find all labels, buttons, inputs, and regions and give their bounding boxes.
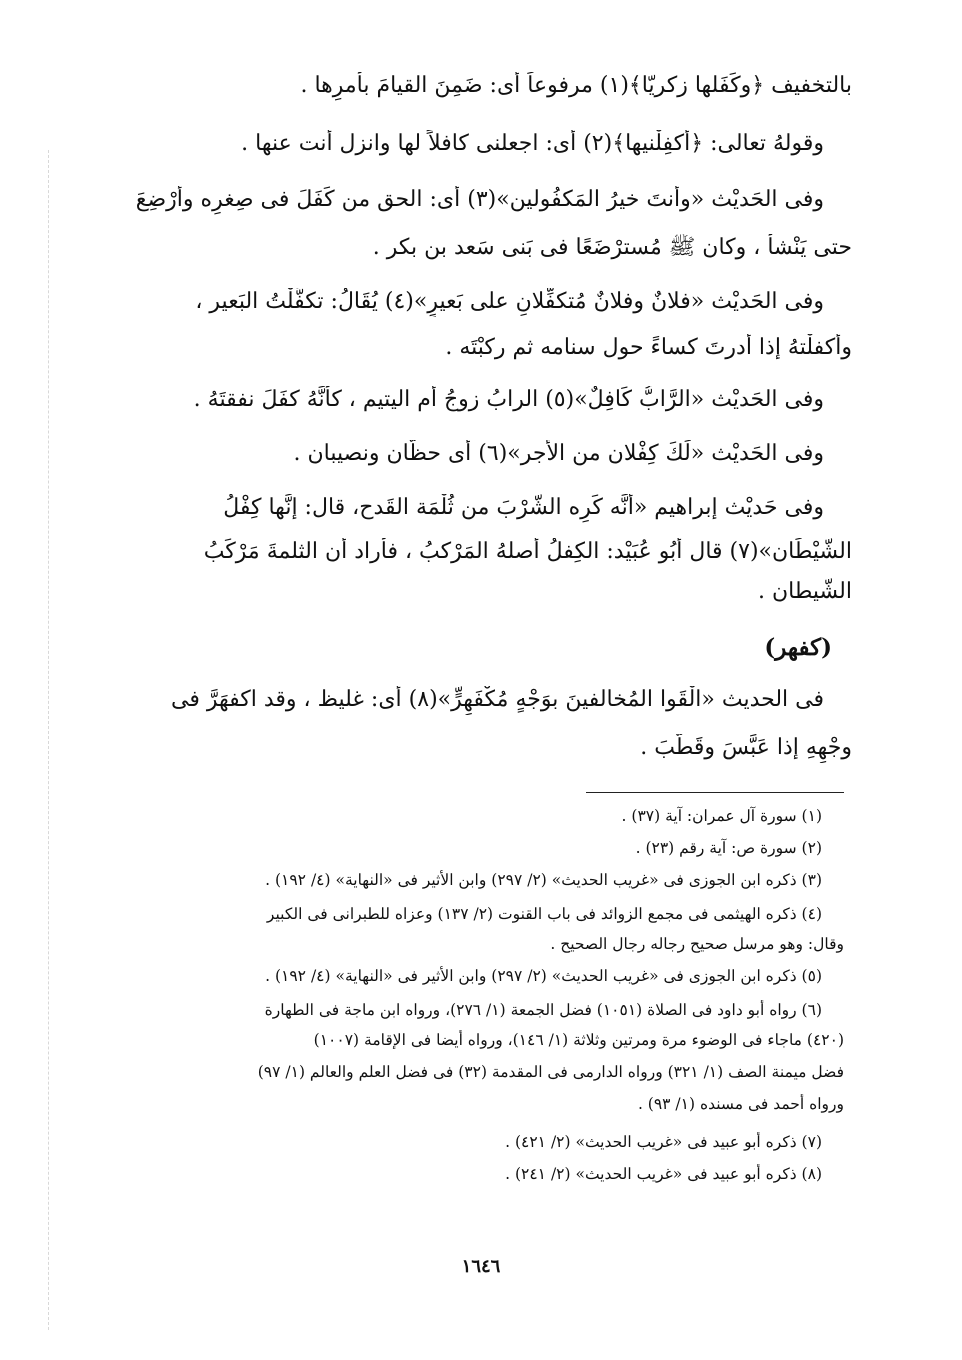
- footnote: (٦) رواه أبو داود فى الصلاة (١٠٥١) فضل الجمعة (١/ ٢٧٦)، ورواه ابن ماجة فى الطهارة: [264, 1001, 822, 1019]
- body-line: فى الحديث «الْقَوا المُخالفينَ بوَجْهٍ مُكْفَهِرٍّ»(٨) أى: غليظ ، وقد اكفهَرَّ فى: [171, 687, 824, 712]
- footnote: (٢) سورة ص: آية رقم (٢٣) .: [635, 839, 822, 857]
- footnote-separator: [586, 792, 844, 793]
- body-line: بالتخفيف ﴿وكَفَلها زكريّا﴾(١) مرفوعاً أى: ضَمِنَ القيامَ بأمرِها .: [300, 73, 852, 98]
- body-line: وفى الحَديْث «الرَّابُّ كَافِلٌ»(٥) الرابُ زوجُ أم اليتيم ، كأنَّهُ كفَلَ نفقتَهُ .: [193, 387, 824, 412]
- footnote-continuation: (٤٢٠) ماجاء فى الوضوء مرة ومرتين وثلاثة (١/ ١٤٦)، ورواه أيضا فى الإقامة (١٠٠٧): [313, 1031, 844, 1049]
- body-line: وفى حَديْث إبراهيم «أنَّه كَرِه الشُّرْبَ من ثُلْمَة القَدح، قال: إنَّها كِفْلُ: [223, 495, 824, 520]
- body-line: الشَّيْطَان»(٧) قال أَبُو عُبَيْد: الكِفلُ أصلهُ المَرْكبُ ، فأراد أن الثلمةَ مَرْكَبُ: [203, 539, 852, 564]
- body-line: وفى الحَديْث «فلانٌ وفلانٌ مُتكفِّلانِ على بَعيرٍ»(٤) يُقَالُ: تكفَّلْتُ البَعير ،: [195, 289, 824, 314]
- body-line: وأكفلْتهُ إذا أدرتَ كساءً حول سنامه ثم ركبْتَه .: [445, 335, 852, 360]
- body-line: وفى الحَديْث «وأنتَ خيرُ المَكفُولين»(٣) أى: الحق من كَفَلَ فى صِغرِه وأُرْضِعَ: [135, 187, 824, 212]
- footnote: (٤) ذكره الهيثمى فى مجمع الزوائد فى باب القنوت (٢/ ١٣٧) وعزاه للطبرانى فى الكبير: [266, 905, 822, 923]
- footnote-continuation: فضل ميمنة الصف (١/ ٣٢١) ورواه الدارمى فى المقدمة (٣٢) فى فضل العلم والعالم (١/ ٩٧): [257, 1063, 844, 1081]
- body-line: وفى الحَديْث «لَكَ كِفْلان من الأجر»(٦) أى حظَّان ونصيبان .: [293, 441, 824, 466]
- footnote: (١) سورة آل عمران: آية (٣٧) .: [621, 807, 822, 825]
- entry-heading: (كفهر): [764, 634, 832, 661]
- footnote: (٨) ذكره أبو عبيد فى «غريب الحديث» (٢/ ٢٤١) .: [505, 1165, 822, 1183]
- page-number: ١٦٤٦: [461, 1256, 501, 1277]
- body-line: حتى يَنْشأ ، وكان ﷺ مُسترْضَعًا فى بَنى سَعد بن بكر .: [372, 235, 852, 260]
- footnote: (٧) ذكره أبو عبيد فى «غريب الحديث» (٢/ ٤٢١) .: [505, 1133, 822, 1151]
- body-line: وقولهُ تعالى: ﴿أكفِلْنيها﴾(٢) أى: اجعلنى كافلاً لها وانزل أنت عنها .: [241, 131, 824, 156]
- body-line: الشَّيطان .: [758, 579, 852, 604]
- footnote-continuation: وقال: وهو مرسل صحيح رجاله رجال الصحيح .: [550, 935, 844, 953]
- body-line: وجْهِهِ إذا عَبَّسَ وقَطَّبَ .: [640, 735, 852, 760]
- footnote: (٣) ذكره ابن الجوزى فى «غريب الحديث» (٢/ ٢٩٧) وابن الأثير فى «النهاية» (٤/ ١٩٢) .: [265, 871, 822, 889]
- footnote: (٥) ذكره ابن الجوزى فى «غريب الحديث» (٢/ ٢٩٧) وابن الأثير فى «النهاية» (٤/ ١٩٢) .: [265, 967, 822, 985]
- scan-margin-artifact: [48, 150, 49, 1330]
- footnote-continuation: ورواه أحمد فى مسنده (١/ ٩٣) .: [637, 1095, 844, 1113]
